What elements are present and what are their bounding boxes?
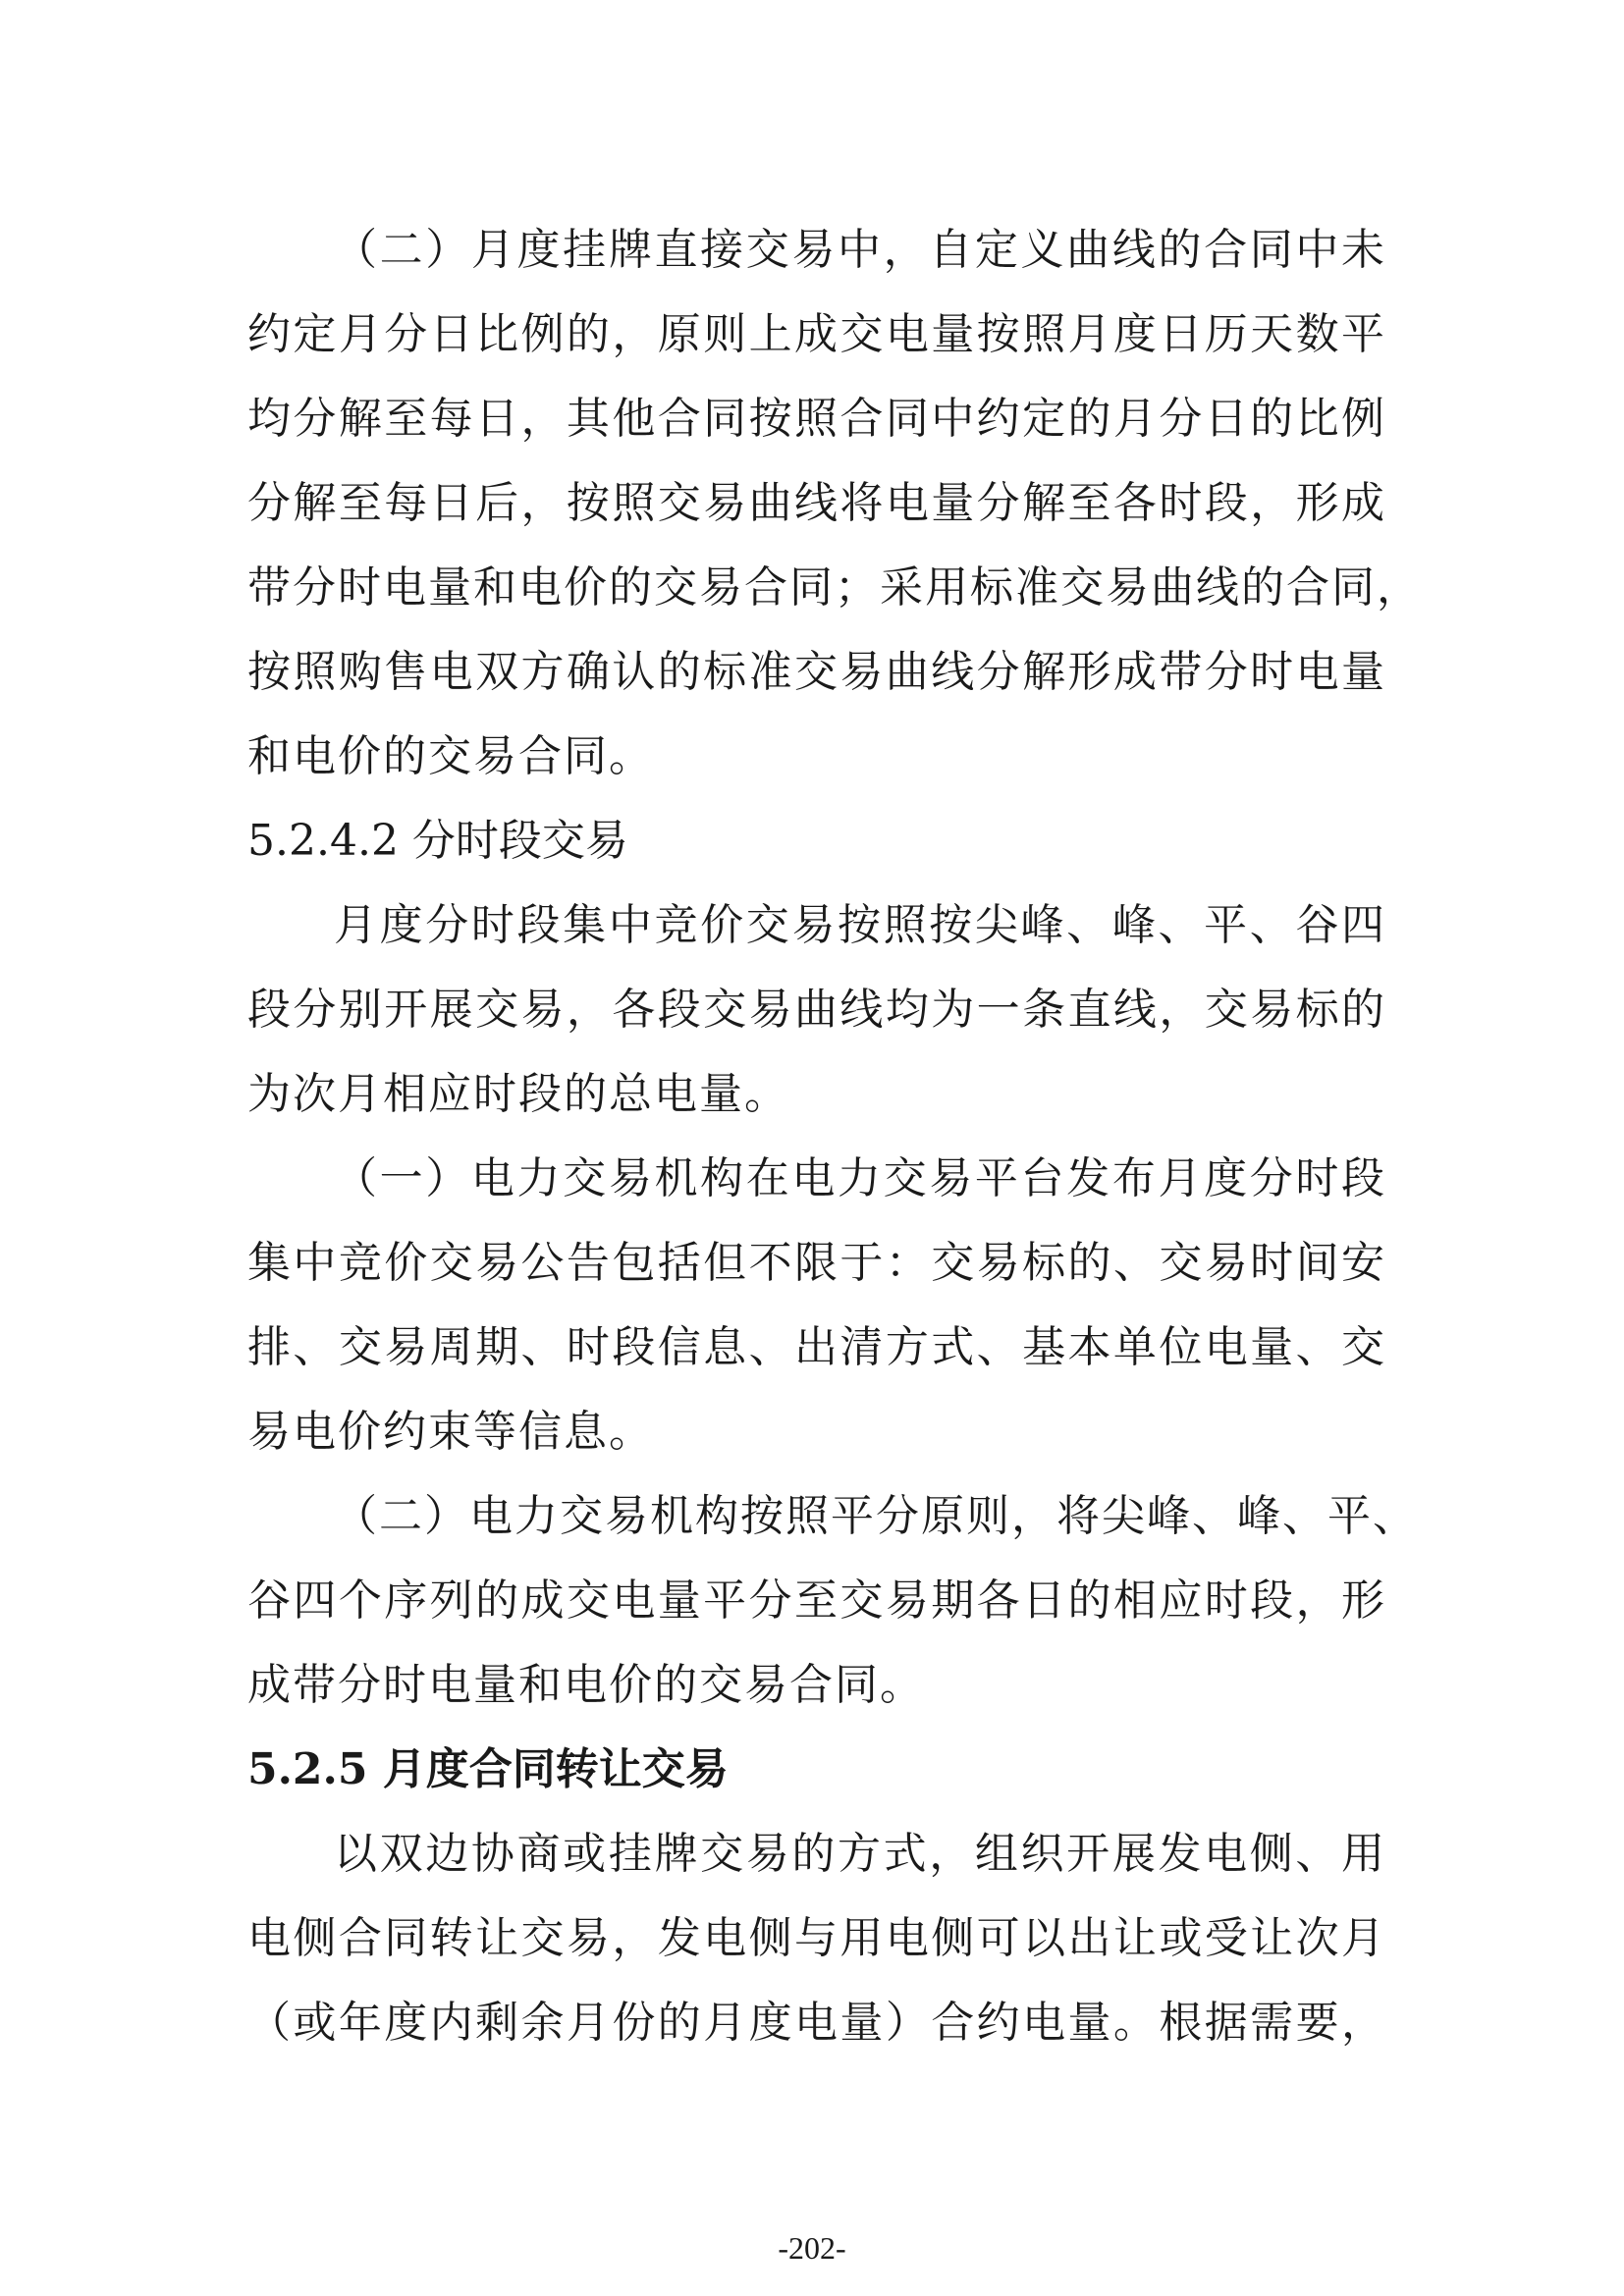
text-line: 电侧合同转让交易，发电侧与用电侧可以出让或受让次月 <box>247 1913 1386 1963</box>
text-line: 分解至每日后，按照交易曲线将电量分解至各时段，形成 <box>247 478 1386 528</box>
paragraph-announcement <box>247 1137 1386 1474</box>
paragraph-equal-split <box>247 1474 1418 1728</box>
text-line: 为次月相应时段的总电量。 <box>247 1069 789 1119</box>
section-heading-5-2-5: 5.2.5 月度合同转让交易 <box>247 1744 729 1794</box>
text-line: 均分解至每日，其他合同按照合同中约定的月分日的比例 <box>247 394 1386 444</box>
text-line: 段分别开展交易，各段交易曲线均为一条直线，交易标的 <box>247 985 1386 1035</box>
text-line: 集中竞价交易公告包括但不限于：交易标的、交易时间安 <box>247 1238 1386 1288</box>
text-line: （二）电力交易机构按照平分原则，将尖峰、峰、平、 <box>334 1491 1418 1541</box>
text-line: （或年度内剩余月份的月度电量）合约电量。根据需要， <box>247 1998 1386 2048</box>
text-line: 月度分时段集中竞价交易按照按尖峰、峰、平、谷四 <box>334 900 1386 950</box>
text-line: 约定月分日比例的，原则上成交电量按照月度日历天数平 <box>247 309 1386 359</box>
text-line: （一）电力交易机构在电力交易平台发布月度分时段 <box>334 1153 1386 1203</box>
paragraph-monthly-listing-contract <box>247 208 1422 799</box>
text-line: 成带分时电量和电价的交易合同。 <box>247 1660 925 1710</box>
text-line: 易电价约束等信息。 <box>247 1407 654 1457</box>
text-line: 按照购售电双方确认的标准交易曲线分解形成带分时电量 <box>247 647 1386 697</box>
text-line: 以双边协商或挂牌交易的方式，组织开展发电侧、用 <box>334 1829 1386 1879</box>
text-line: 带分时电量和电价的交易合同；采用标准交易曲线的合同， <box>247 562 1422 613</box>
paragraph-contract-transfer <box>247 1812 1386 2065</box>
text-line: 谷四个序列的成交电量平分至交易期各日的相应时段，形 <box>247 1575 1386 1626</box>
page-number: -202- <box>778 2230 846 2266</box>
text-line: 排、交易周期、时段信息、出清方式、基本单位电量、交 <box>247 1322 1386 1372</box>
text-line: 和电价的交易合同。 <box>247 731 654 781</box>
text-line: （二）月度挂牌直接交易中，自定义曲线的合同中未 <box>334 225 1386 275</box>
section-heading-5-2-4-2: 5.2.4.2 分时段交易 <box>247 816 628 866</box>
document-body <box>247 208 1422 2065</box>
paragraph-time-of-use-bidding <box>247 883 1386 1137</box>
